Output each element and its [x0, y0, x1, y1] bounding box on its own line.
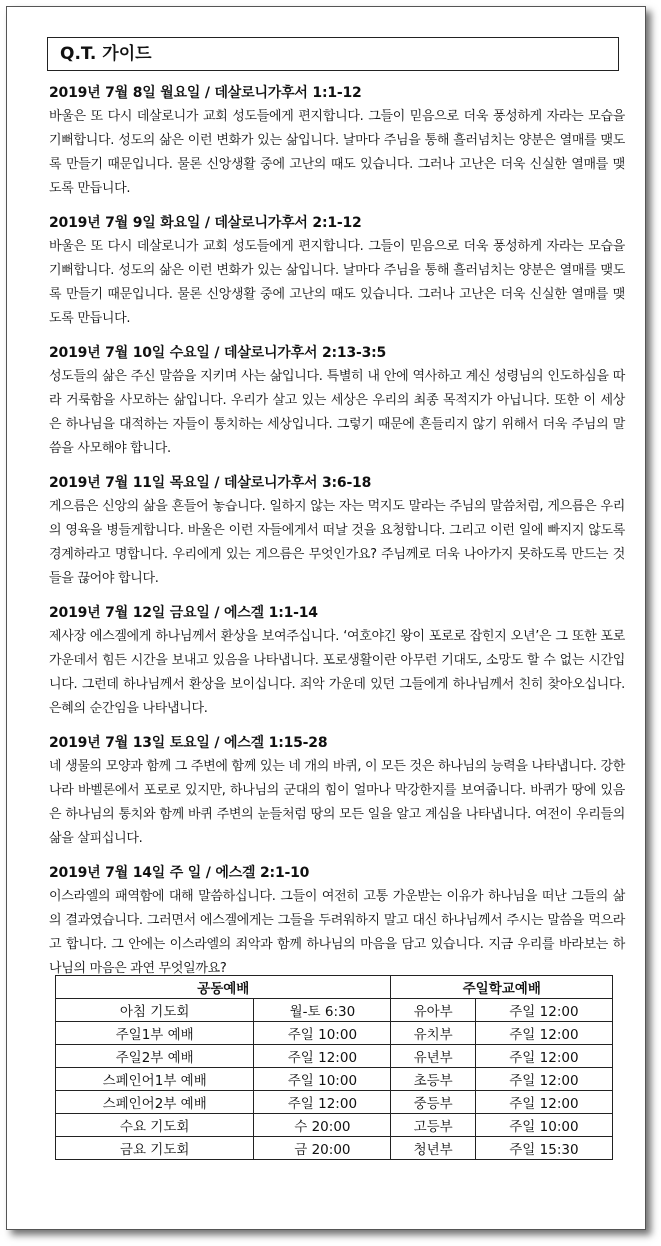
department-time: 주일 12:00: [475, 999, 612, 1022]
sunday-school-header: 주일학교예배: [391, 976, 613, 999]
service-time: 주일 12:00: [254, 1045, 391, 1068]
department-time: 주일 12:00: [475, 1068, 612, 1091]
qt-entry: [49, 213, 625, 331]
qt-entries: [49, 83, 625, 993]
service-time: 주일 10:00: [254, 1068, 391, 1091]
bulletin-page: [6, 6, 646, 1230]
entry-heading: 2019년 7월 9일 화요일 / 데살로니가후서 2:1-12: [49, 215, 362, 231]
entry-body: 바울은 또 다시 데살로니가 교회 성도들에게 편지합니다. 그들이 믿음으로 더욱 풍성하게 자라는 모습을 기뻐합니다. 성도의 삶은 이런 변화가 있는 삶입니다. 날마다 주님을 통해 흘러넘치는 양분은 열매를 맺도록 만들기 때문입니다. 물론 신앙생활 중에 고난의 때도 있습니다. 그러나 고난은 더욱 신실한 열매를 맺도록 만듭니다.: [49, 239, 625, 326]
department-time: 주일 12:00: [475, 1022, 612, 1045]
service-name: 아침 기도회: [56, 999, 254, 1022]
department-time: 주일 15:30: [475, 1137, 612, 1160]
department-name: 유년부: [391, 1045, 475, 1068]
table-row: [56, 1091, 613, 1114]
department-name: 유아부: [391, 999, 475, 1022]
service-name: 수요 기도회: [56, 1114, 254, 1137]
department-name: 중등부: [391, 1091, 475, 1114]
service-time: 수 20:00: [254, 1114, 391, 1137]
entry-heading: 2019년 7월 12일 금요일 / 에스겔 1:1-14: [49, 605, 318, 621]
entry-body: 제사장 에스겔에게 하나님께서 환상을 보여주십니다. ‘여호야긴 왕이 포로로 잡힌지 오년’은 그 또한 포로가운데서 힘든 시간을 보내고 있음을 나타냅니다. 포로생활이란 아무런 기대도, 소망도 할 수 없는 시간입니다. 그런데 하나님께서 환상을 보이십니다. 죄악 가운데 있던 그들에게 하나님께서 친히 찾아오십니다. 은혜의 순간임을 나타냅니다.: [49, 629, 625, 716]
service-name: 스페인어1부 예배: [56, 1068, 254, 1091]
entry-body: 성도들의 삶은 주신 말씀을 지키며 사는 삶입니다. 특별히 내 안에 역사하고 계신 성령님의 인도하심을 따라 거룩함을 사모하는 삶입니다. 우리가 살고 있는 세상은 우리의 최종 목적지가 아닙니다. 또한 이 세상은 하나님을 대적하는 자들이 통치하는 세상입니다. 그렇기 때문에 흔들리지 않기 위해서 더욱 주님의 말씀을 사모해야 합니다.: [49, 369, 625, 456]
schedule-header-row: [56, 976, 613, 999]
department-time: 주일 10:00: [475, 1114, 612, 1137]
entry-heading: 2019년 7월 14일 주 일 / 에스겔 2:1-10: [49, 865, 310, 881]
department-name: 유치부: [391, 1022, 475, 1045]
table-row: [56, 1137, 613, 1160]
qt-entry: [49, 863, 625, 981]
table-row: [56, 1022, 613, 1045]
service-name: 금요 기도회: [56, 1137, 254, 1160]
service-time: 금 20:00: [254, 1137, 391, 1160]
entry-body: 이스라엘의 패역함에 대해 말씀하십니다. 그들이 여전히 고통 가운받는 이유가 하나님을 떠난 그들의 삶의 결과였습니다. 그러면서 에스겔에게는 그들을 두려워하지 말고 대신 하나님께서 주시는 말씀을 먹으라고 합니다. 그 안에는 이스라엘의 죄악과 함께 하나님의 마음을 담고 있습니다. 지금 우리를 바라보는 하나님의 마음은 과연 무엇일까요?: [49, 889, 625, 976]
qt-entry: [49, 603, 625, 721]
service-time: 주일 10:00: [254, 1022, 391, 1045]
page-title: Q.T. 가이드: [47, 37, 619, 71]
qt-entry: [49, 473, 625, 591]
service-name: 주일1부 예배: [56, 1022, 254, 1045]
table-row: [56, 1068, 613, 1091]
table-row: [56, 999, 613, 1022]
entry-body: 게으름은 신앙의 삶을 흔들어 놓습니다. 일하지 않는 자는 먹지도 말라는 주님의 말씀처럼, 게으름은 우리의 영육을 병들게합니다. 바울은 이런 자들에게서 떠날 것을 요청합니다. 그리고 이런 일에 빠지지 않도록 경계하라고 명합니다. 우리에게 있는 게으름은 무엇인가요? 주님께로 더욱 나아가지 못하도록 만드는 것들을 끊어야 합니다.: [49, 499, 625, 586]
entry-heading: 2019년 7월 11일 목요일 / 데살로니가후서 3:6-18: [49, 475, 372, 491]
department-name: 고등부: [391, 1114, 475, 1137]
qt-entry: [49, 733, 625, 851]
entry-heading: 2019년 7월 13일 토요일 / 에스겔 1:15-28: [49, 735, 328, 751]
department-time: 주일 12:00: [475, 1091, 612, 1114]
service-name: 주일2부 예배: [56, 1045, 254, 1068]
service-time: 주일 12:00: [254, 1091, 391, 1114]
service-name: 스페인어2부 예배: [56, 1091, 254, 1114]
entry-body: 바울은 또 다시 데살로니가 교회 성도들에게 편지합니다. 그들이 믿음으로 더욱 풍성하게 자라는 모습을 기뻐합니다. 성도의 삶은 이런 변화가 있는 삶입니다. 날마다 주님을 통해 흘러넘치는 양분은 열매를 맺도록 만들기 때문입니다. 물론 신앙생활 중에 고난의 때도 있습니다. 그러나 고난은 더욱 신실한 열매를 맺도록 만듭니다.: [49, 109, 625, 196]
department-name: 청년부: [391, 1137, 475, 1160]
qt-entry: [49, 83, 625, 201]
table-row: [56, 1045, 613, 1068]
table-row: [56, 1114, 613, 1137]
common-worship-header: 공동예배: [56, 976, 391, 999]
worship-schedule-table: [55, 975, 613, 1160]
department-time: 주일 12:00: [475, 1045, 612, 1068]
entry-heading: 2019년 7월 10일 수요일 / 데살로니가후서 2:13-3:5: [49, 345, 387, 361]
department-name: 초등부: [391, 1068, 475, 1091]
entry-body: 네 생물의 모양과 함께 그 주변에 함께 있는 네 개의 바퀴, 이 모든 것은 하나님의 능력을 나타냅니다. 강한 나라 바벨론에서 포로로 있지만, 하나님의 군대의 힘이 얼마나 막강한지를 보여줍니다. 바퀴가 땅에 있음은 하나님의 통치와 함께 바퀴 주변의 눈들처럼 땅의 모든 일을 알고 계심을 나타냅니다. 여전이 우리들의 삶을 살피십니다.: [49, 759, 625, 846]
service-time: 월-토 6:30: [254, 999, 391, 1022]
entry-heading: 2019년 7월 8일 월요일 / 데살로니가후서 1:1-12: [49, 85, 362, 101]
qt-entry: [49, 343, 625, 461]
